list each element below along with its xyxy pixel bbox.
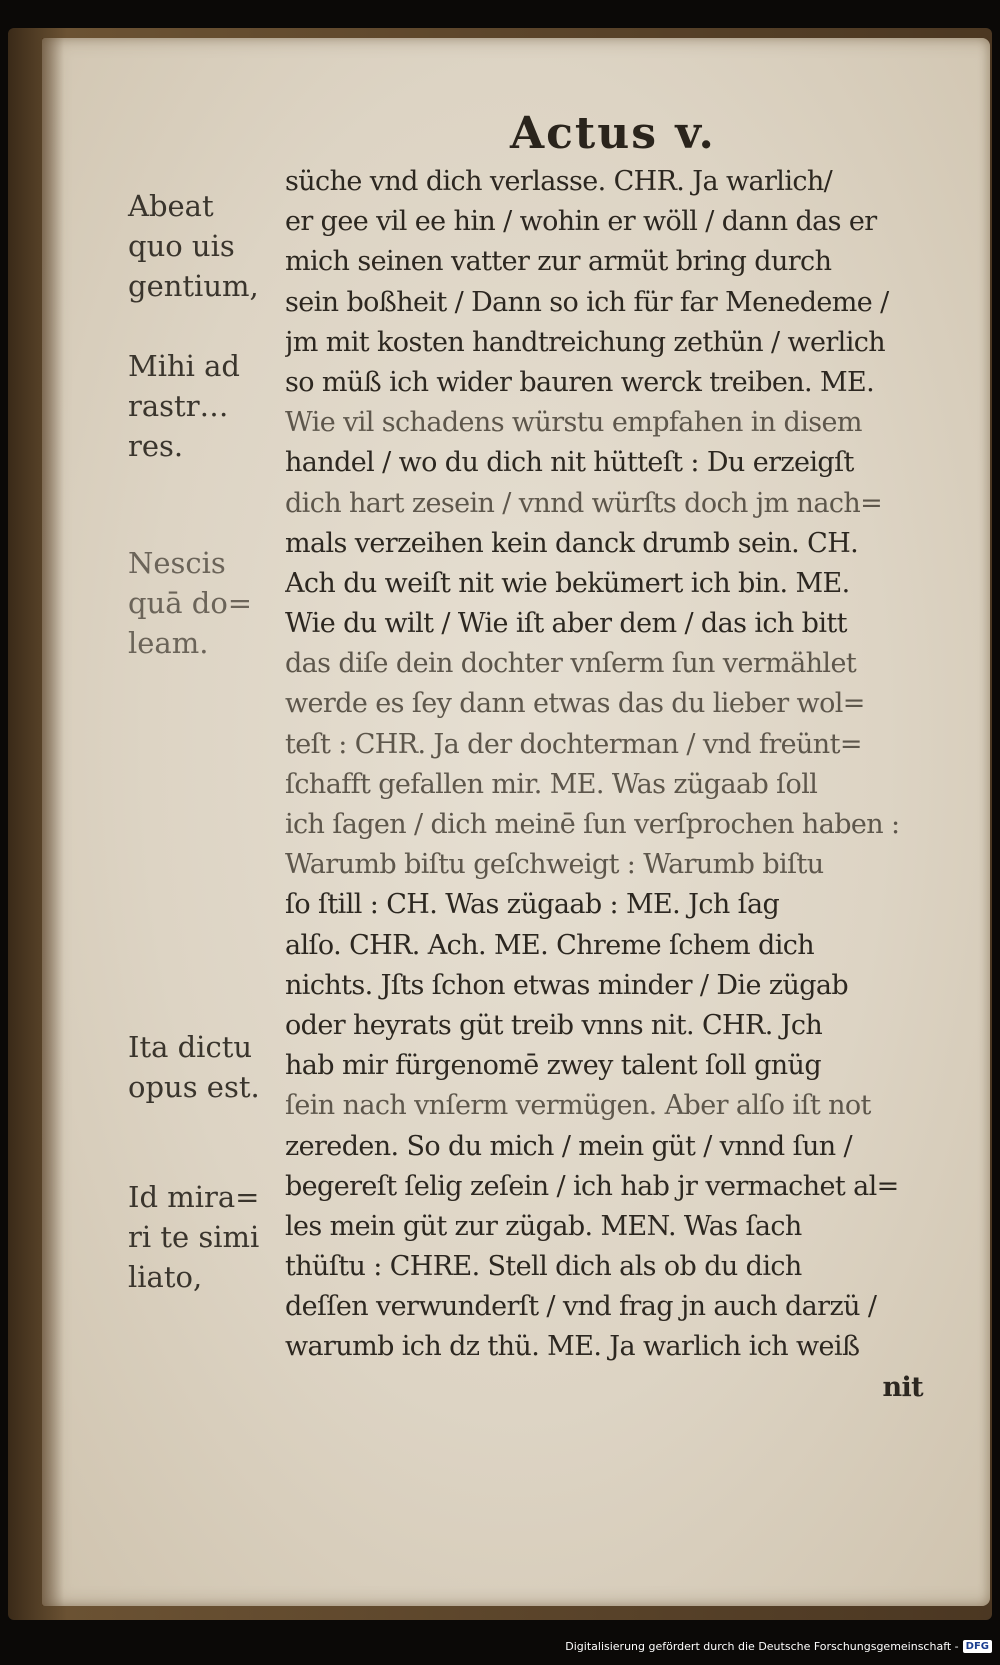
text-line: sein boßheit / Dann so ich für far Menedeme /: [285, 286, 889, 318]
running-header: Actus v.: [510, 108, 716, 159]
margin-note-line: Ita dictu: [128, 1030, 253, 1064]
margin-note-line: Id mira=: [128, 1180, 260, 1214]
margin-note-line: res.: [128, 429, 184, 463]
text-line: warumb ich dz thü. ME. Ja warlich ich weiß: [285, 1331, 860, 1363]
margin-note-line: opus est.: [128, 1070, 260, 1104]
margin-note-line: Abeat: [128, 189, 214, 223]
text-line: ſein nach vnſerm vermügen. Aber alſo iſt not: [285, 1090, 871, 1122]
margin-note-line: Mihi ad: [128, 349, 240, 383]
margin-note-line: quā do=: [128, 586, 253, 620]
text-line: Warumb biſtu geſchweigt : Warumb biſtu: [285, 849, 824, 881]
text-line: mich seinen vatter zur armüt bring durch: [285, 246, 832, 278]
dfg-logo-icon: DFG: [963, 1640, 992, 1653]
text-line: mals verzeihen kein danck drumb sein. CH.: [285, 527, 859, 559]
text-line: thüſtu : CHRE. Stell dich als ob du dich: [285, 1251, 802, 1283]
text-line: ſo ſtill : CH. Was zügaab : ME. Jch ſag: [285, 889, 780, 921]
margin-note-line: ri te simi: [128, 1220, 260, 1254]
margin-note-line: liato,: [128, 1260, 203, 1294]
digitization-credit: [565, 1637, 992, 1655]
margin-note-id-mirari: [128, 1177, 278, 1297]
margin-note-line: Nescis: [128, 546, 226, 580]
credit-text: Digitalisierung gefördert durch die Deutsche Forschungsgemeinschaft -: [565, 1639, 959, 1653]
text-line: er gee vil ee hin / wohin er wöll / dann das er: [285, 206, 877, 238]
text-line: ich ſagen / dich meinē ſun verſprochen haben :: [285, 809, 900, 840]
margin-note-line: quo uis: [128, 229, 235, 263]
margin-note-abeat: [128, 186, 278, 306]
margin-note-line: leam.: [128, 626, 209, 660]
text-line: hab mir fürgenomē zwey talent ſoll gnüg: [285, 1050, 822, 1082]
text-line: handel / wo du dich nit hütteſt : Du erzeigſt: [285, 447, 854, 479]
text-line: süche vnd dich verlasse. CHR. Ja warlich/: [285, 166, 833, 197]
text-line: nichts. Jſts ſchon etwas minder / Die zügab: [285, 969, 849, 1001]
text-line: das diſe dein dochter vnſerm ſun vermählet: [285, 648, 857, 680]
margin-note-line: gentium,: [128, 269, 259, 303]
text-line: les mein güt zur zügab. MEN. Was ſach: [285, 1210, 802, 1242]
page-gutter-shadow: [42, 38, 64, 1606]
margin-note-line: rastr…: [128, 389, 229, 423]
text-line: Wie du wilt / Wie iſt aber dem / das ich bitt: [285, 608, 847, 640]
text-line: zereden. So du mich / mein güt / vnnd ſun /: [285, 1130, 853, 1162]
main-text-block: [285, 162, 935, 1408]
text-line: alſo. CHR. Ach. ME. Chreme ſchem dich: [285, 929, 815, 961]
text-line: so müß ich wider bauren werck treiben. ME.: [285, 366, 875, 398]
catchword: nit: [882, 1371, 923, 1403]
margin-note-nescis: [128, 543, 278, 663]
text-line: jm mit kosten handtreichung zethün / werlich: [285, 326, 886, 358]
margin-note-ita-dictu: [128, 1027, 278, 1107]
text-line: ſchafft gefallen mir. ME. Was zügaab ſoll: [285, 768, 818, 800]
text-line: oder heyrats güt treib vnns nit. CHR. Jch: [285, 1009, 823, 1041]
margin-note-mihi-ad: [128, 346, 278, 466]
text-line: dich hart zesein / vnnd würſts doch jm nach=: [285, 487, 883, 519]
text-line: deſſen verwunderſt / vnd frag jn auch darzü /: [285, 1291, 877, 1323]
text-line: begereſt ſelig zeſein / ich hab jr vermachet al=: [285, 1170, 899, 1202]
text-line: werde es ſey dann etwas das du lieber wol=: [285, 688, 865, 720]
text-line: Ach du weiſt nit wie bekümert ich bin. ME.: [285, 567, 850, 599]
text-line: teſt : CHR. Ja der dochterman / vnd freünt=: [285, 728, 862, 760]
text-line: Wie vil schadens würstu empfahen in disem: [285, 407, 862, 439]
